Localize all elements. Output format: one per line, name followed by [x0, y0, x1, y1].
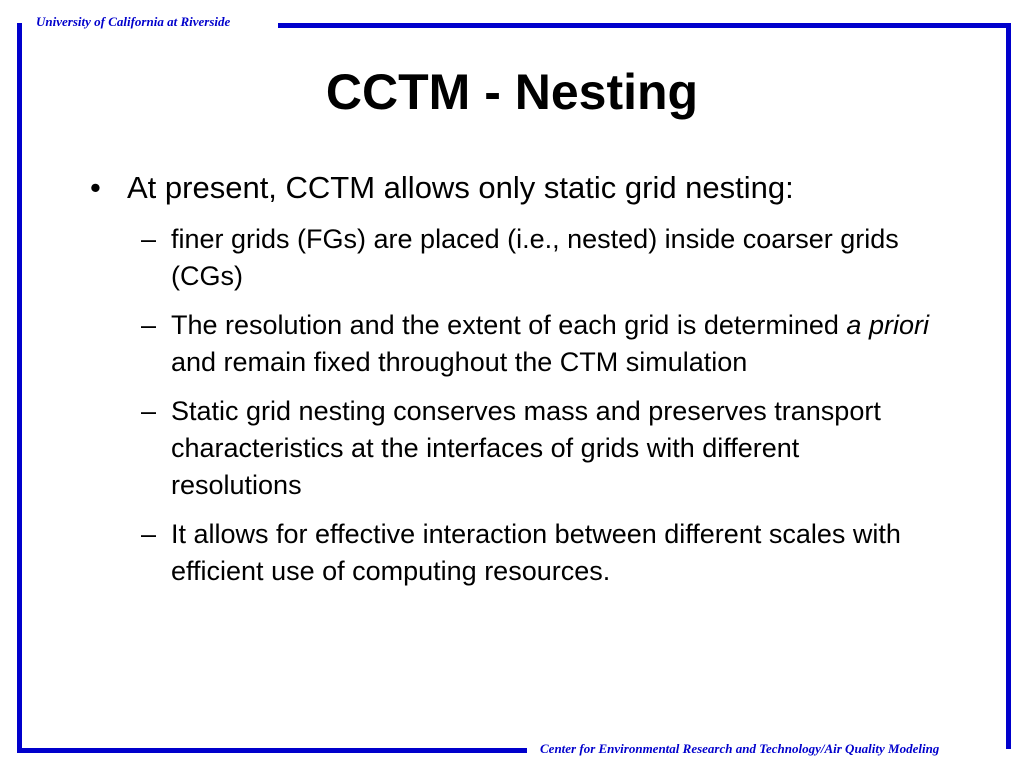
sub-bullet-marker: –: [141, 224, 157, 254]
slide-content: [0, 168, 1024, 602]
slide-frame-top-line: [278, 23, 1011, 28]
main-bullet-text: At present, CCTM allows only static grid nesting:: [127, 170, 794, 205]
sub-bullet-text: Static grid nesting conserves mass and preserves transport characteristics at the interfaces of grids with different resolutions: [171, 396, 881, 500]
institution-label: University of California at Riverside: [36, 14, 231, 29]
center-label: Center for Environmental Research and Technology/Air Quality Modeling: [540, 741, 940, 756]
sub-bullet-marker: –: [141, 310, 157, 340]
sub-bullet-item: [141, 307, 936, 381]
sub-bullet-text: [171, 310, 929, 377]
sub-bullet-list: [0, 221, 1024, 590]
sub-bullet-marker: –: [141, 519, 157, 549]
slide-frame-bottom-line: [17, 748, 527, 753]
sub-bullet-item: [141, 516, 936, 590]
sub-bullet-text: It allows for effective interaction between different scales with efficient use of computing resources.: [171, 519, 901, 586]
sub-bullet-marker: –: [141, 396, 157, 426]
slide-title: CCTM - Nesting: [325, 64, 699, 120]
sub-bullet-text-before: The resolution and the extent of each grid is determined: [171, 310, 847, 340]
sub-bullet-item: [141, 393, 936, 504]
sub-bullet-item: [141, 221, 936, 295]
sub-bullet-text-after: and remain fixed throughout the CTM simulation: [171, 347, 748, 377]
sub-bullet-text: finer grids (FGs) are placed (i.e., nested) inside coarser grids (CGs): [171, 224, 899, 291]
main-bullet: [90, 168, 847, 208]
bullet-marker: •: [90, 170, 101, 205]
emphasis-a-priori: a priori: [846, 310, 929, 340]
